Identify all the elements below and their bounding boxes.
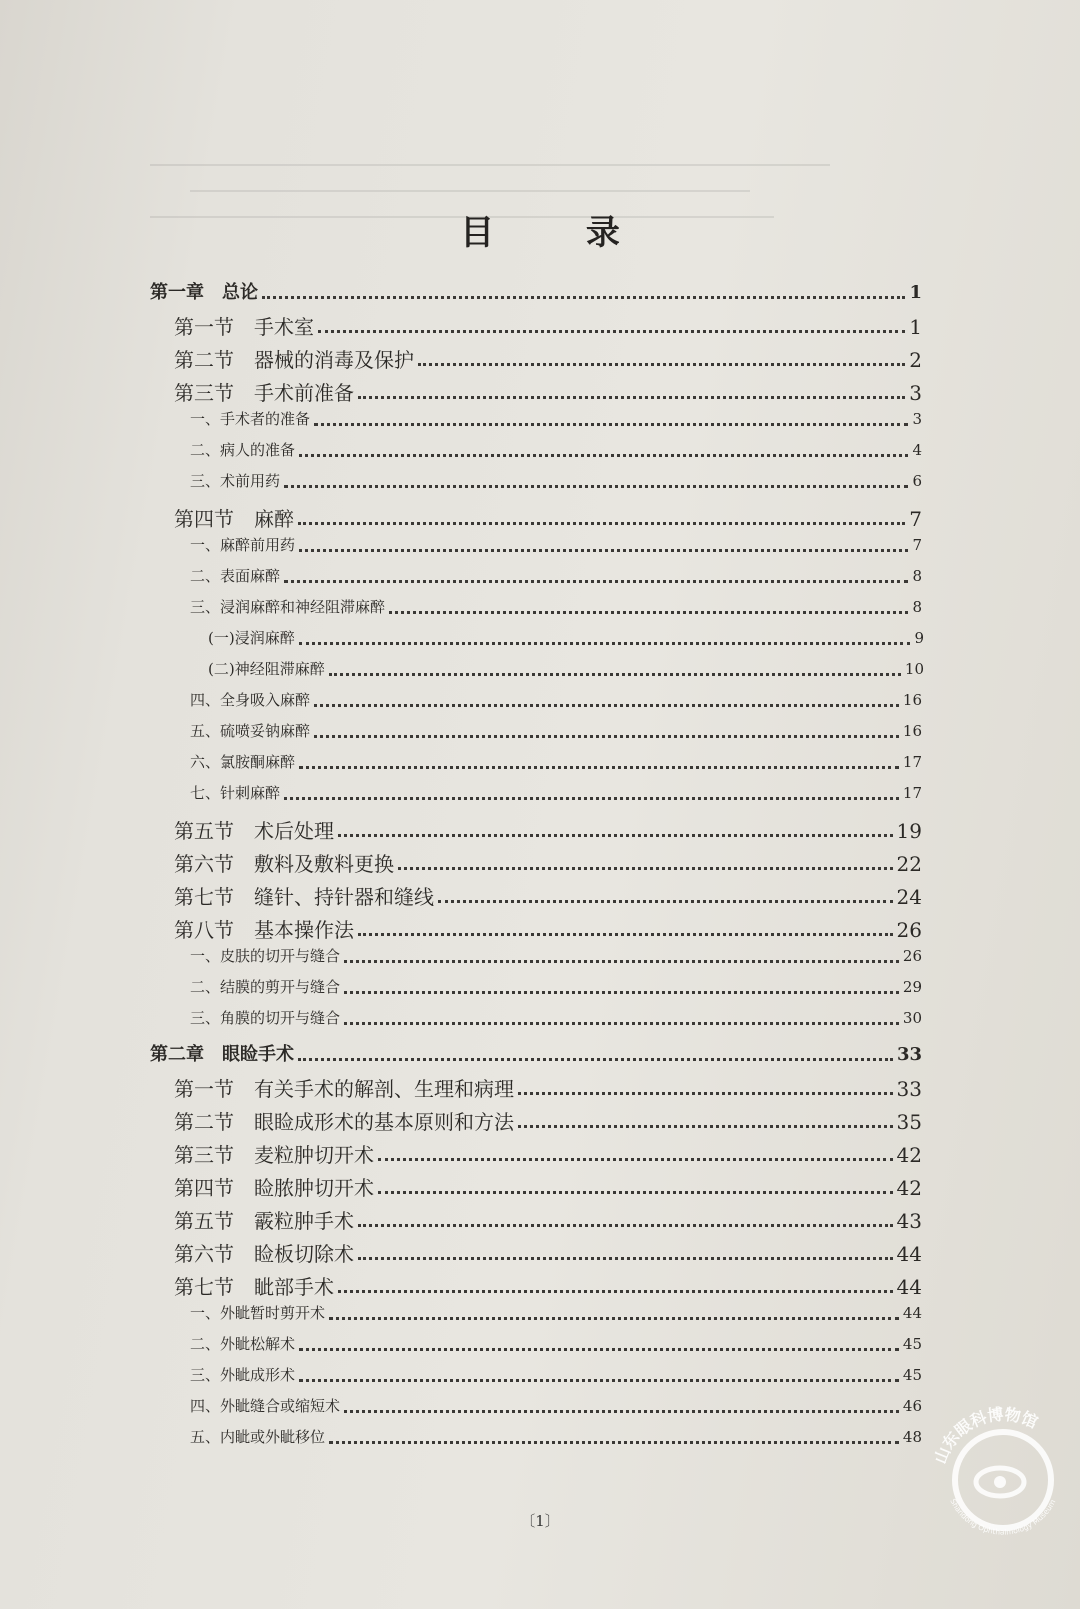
- toc-entry-section: [174, 344, 922, 373]
- dot-leader: [358, 933, 893, 936]
- toc-entry-page: 45: [902, 1366, 922, 1384]
- toc-entry-label: 第一节 有关手术的解剖、生理和病理: [174, 1077, 514, 1101]
- toc-entry-item: [190, 1007, 922, 1028]
- toc-entry-page: 9: [914, 629, 924, 647]
- toc-entry-item: [190, 596, 922, 617]
- toc-entry-label: 第二节 器械的消毒及保护: [174, 348, 414, 372]
- watermark-cn-text: 山东眼科博物馆: [930, 1404, 1041, 1467]
- dot-leader: [358, 396, 905, 399]
- dot-leader: [329, 1441, 899, 1444]
- toc-entry-section: [174, 914, 922, 943]
- dot-leader: [318, 330, 905, 333]
- toc-entry-item: [190, 1364, 922, 1385]
- toc-entry-page: 17: [902, 753, 922, 771]
- dot-leader: [344, 1410, 899, 1413]
- toc-entry-item: [190, 534, 922, 555]
- dot-leader: [378, 1191, 893, 1194]
- toc-entry-page: 3: [909, 381, 922, 405]
- toc-entry-page: 45: [902, 1335, 922, 1353]
- toc-entry-label: 第一章 总论: [150, 282, 258, 303]
- dot-leader: [299, 1348, 899, 1351]
- toc-entry-label: 第五节 霰粒肿手术: [174, 1209, 354, 1233]
- dot-leader: [389, 611, 908, 614]
- toc-entry-page: 19: [896, 819, 922, 843]
- toc-entry-label: 三、角膜的切开与缝合: [190, 1009, 341, 1027]
- toc-entry-section: [174, 1172, 922, 1201]
- toc-entry-page: 43: [896, 1209, 922, 1233]
- dot-leader: [438, 900, 893, 903]
- toc-entry-page: 16: [902, 722, 922, 740]
- toc-entry-section: [174, 815, 922, 844]
- toc-entry-page: 3: [912, 410, 922, 428]
- toc-entry-section: [174, 881, 922, 910]
- toc-entry-label: 第二章 眼睑手术: [150, 1044, 294, 1065]
- dot-leader: [358, 1224, 893, 1227]
- toc-entry-label: 第一节 手术室: [174, 315, 314, 339]
- toc-entry-label: 第三节 手术前准备: [174, 381, 354, 405]
- dot-leader: [338, 1290, 893, 1293]
- toc-entry-item: [190, 1395, 922, 1416]
- toc-entry-section: [174, 311, 922, 340]
- toc-entry-label: 四、外眦缝合或缩短术: [190, 1397, 341, 1415]
- toc-entry-label: 第五节 术后处理: [174, 819, 334, 843]
- toc-entry-item: [190, 689, 922, 710]
- toc-entry-page: 6: [912, 472, 922, 490]
- dot-leader: [344, 960, 899, 963]
- toc-entry-label: 七、针刺麻醉: [190, 784, 281, 802]
- toc-entry-page: 42: [896, 1143, 922, 1167]
- page-title: 目 录: [460, 213, 660, 253]
- toc-entry-item: [190, 720, 922, 741]
- toc-entry-section: [174, 503, 922, 532]
- toc-entry-label: 一、外眦暂时剪开术: [190, 1304, 326, 1322]
- toc-entry-label: (一)浸润麻醉: [208, 629, 295, 647]
- toc-entry-item: [190, 751, 922, 772]
- toc-entry-label: 三、外眦成形术: [190, 1366, 296, 1384]
- dot-leader: [262, 296, 905, 299]
- dot-leader: [329, 673, 901, 676]
- dot-leader: [398, 867, 893, 870]
- toc-entry-chapter: [150, 1040, 922, 1066]
- toc-entry-chapter: [150, 278, 922, 304]
- toc-entry-page: 16: [902, 691, 922, 709]
- dot-leader: [344, 991, 899, 994]
- toc-entry-page: 44: [896, 1275, 922, 1299]
- toc-entry-page: 17: [902, 784, 922, 802]
- toc-entry-page: 33: [896, 1044, 922, 1065]
- dot-leader: [298, 522, 905, 525]
- toc-entry-label: 一、麻醉前用药: [190, 536, 296, 554]
- toc-entry-label: 第三节 麦粒肿切开术: [174, 1143, 374, 1167]
- toc-entry-page: 42: [896, 1176, 922, 1200]
- toc-entry-label: 二、病人的准备: [190, 441, 296, 459]
- dot-leader: [299, 454, 908, 457]
- toc-entry-item: [190, 565, 922, 586]
- toc-entry-page: 30: [902, 1009, 922, 1027]
- toc-entry-page: 24: [896, 885, 922, 909]
- toc-entry-label: 一、手术者的准备: [190, 410, 311, 428]
- dot-leader: [329, 1317, 899, 1320]
- dot-leader: [284, 797, 899, 800]
- toc-entry-subitem: [208, 627, 924, 648]
- toc-entry-item: [190, 976, 922, 997]
- toc-entry-section: [174, 1073, 922, 1102]
- dot-leader: [298, 1058, 893, 1061]
- toc-entry-label: 第四节 麻醉: [174, 507, 294, 531]
- dot-leader: [314, 735, 899, 738]
- toc-entry-label: (二)神经阻滞麻醉: [208, 660, 325, 678]
- toc-entry-page: 8: [912, 567, 922, 585]
- page-number: 〔1〕: [520, 1512, 560, 1530]
- toc-entry-page: 7: [909, 507, 922, 531]
- museum-watermark: [928, 1400, 1078, 1560]
- toc-entry-page: 10: [904, 660, 924, 678]
- toc-entry-label: 第七节 眦部手术: [174, 1275, 334, 1299]
- dot-leader: [284, 580, 908, 583]
- dot-leader: [314, 423, 908, 426]
- toc-entry-page: 26: [902, 947, 922, 965]
- toc-entry-label: 第四节 睑脓肿切开术: [174, 1176, 374, 1200]
- toc-entry-label: 五、内眦或外眦移位: [190, 1428, 326, 1446]
- toc-entry-page: 7: [912, 536, 922, 554]
- toc-entry-page: 22: [896, 852, 922, 876]
- toc-entry-page: 8: [912, 598, 922, 616]
- toc-entry-section: [174, 1106, 922, 1135]
- dot-leader: [299, 1379, 899, 1382]
- toc-entry-section: [174, 377, 922, 406]
- toc-entry-label: 四、全身吸入麻醉: [190, 691, 311, 709]
- toc-entry-page: 48: [902, 1428, 922, 1446]
- svg-text:山东眼科博物馆: [930, 1405, 1041, 1467]
- toc-entry-label: 第八节 基本操作法: [174, 918, 354, 942]
- dot-leader: [418, 363, 905, 366]
- dot-leader: [518, 1125, 893, 1128]
- toc-entry-label: 二、表面麻醉: [190, 567, 281, 585]
- dot-leader: [299, 642, 911, 645]
- toc-entry-label: 第六节 敷料及敷料更换: [174, 852, 394, 876]
- dot-leader: [299, 766, 899, 769]
- toc-entry-section: [174, 1139, 922, 1168]
- toc-entry-label: 二、外眦松解术: [190, 1335, 296, 1353]
- dot-leader: [344, 1022, 899, 1025]
- toc-entry-item: [190, 1302, 922, 1323]
- toc-entry-subitem: [208, 658, 924, 679]
- toc-entry-page: 33: [896, 1077, 922, 1101]
- toc-entry-label: 第六节 睑板切除术: [174, 1242, 354, 1266]
- toc-entry-item: [190, 1333, 922, 1354]
- dot-leader: [299, 549, 908, 552]
- toc-entry-page: 4: [912, 441, 922, 459]
- dot-leader: [284, 485, 908, 488]
- toc-entry-label: 六、氯胺酮麻醉: [190, 753, 296, 771]
- toc-entry-page: 1: [909, 315, 922, 339]
- toc-entry-label: 一、皮肤的切开与缝合: [190, 947, 341, 965]
- toc-entry-page: 44: [896, 1242, 922, 1266]
- toc-entry-label: 第七节 缝针、持针器和缝线: [174, 885, 434, 909]
- dot-leader: [518, 1092, 893, 1095]
- toc-entry-page: 46: [902, 1397, 922, 1415]
- toc-entry-label: 二、结膜的剪开与缝合: [190, 978, 341, 996]
- toc-entry-page: 29: [902, 978, 922, 996]
- toc-entry-item: [190, 1426, 922, 1447]
- dot-leader: [358, 1257, 893, 1260]
- toc-entry-label: 五、硫喷妥钠麻醉: [190, 722, 311, 740]
- dot-leader: [378, 1158, 893, 1161]
- toc-entry-section: [174, 1238, 922, 1267]
- toc-entry-item: [190, 439, 922, 460]
- toc-entry-section: [174, 1271, 922, 1300]
- toc-entry-item: [190, 782, 922, 803]
- toc-entry-page: 44: [902, 1304, 922, 1322]
- toc-entry-page: 26: [896, 918, 922, 942]
- toc-entry-page: 2: [909, 348, 922, 372]
- toc-entry-page: 1: [909, 282, 922, 303]
- toc-entry-section: [174, 1205, 922, 1234]
- toc-entry-label: 三、浸润麻醉和神经阻滞麻醉: [190, 598, 386, 616]
- toc-entry-page: 35: [896, 1110, 922, 1134]
- toc-entry-label: 三、术前用药: [190, 472, 281, 490]
- dot-leader: [338, 834, 893, 837]
- toc-entry-item: [190, 408, 922, 429]
- toc-entry-item: [190, 470, 922, 491]
- dot-leader: [314, 704, 899, 707]
- toc-entry-label: 第二节 眼睑成形术的基本原则和方法: [174, 1110, 514, 1134]
- watermark-en-text: Shandong Ophthalmology Museum: [948, 1497, 1058, 1537]
- toc-entry-item: [190, 945, 922, 966]
- toc-entry-section: [174, 848, 922, 877]
